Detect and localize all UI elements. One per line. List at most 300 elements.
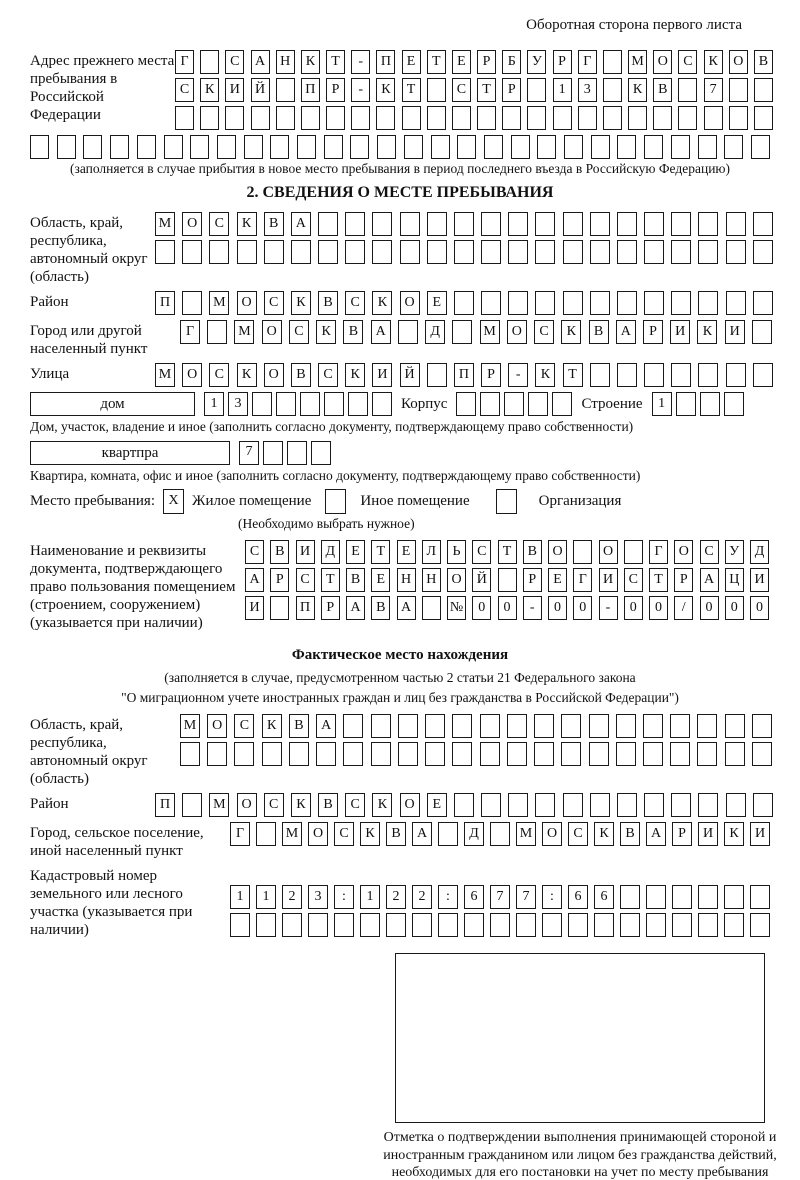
char-cell[interactable]: [480, 392, 500, 416]
char-cell[interactable]: [729, 106, 748, 130]
char-cell[interactable]: Ь: [447, 540, 466, 564]
char-cell[interactable]: [564, 135, 583, 159]
char-cell[interactable]: [603, 78, 622, 102]
char-cell[interactable]: Р: [321, 596, 340, 620]
char-cell[interactable]: [643, 714, 663, 738]
char-cell[interactable]: Д: [464, 822, 484, 846]
char-cell[interactable]: Е: [548, 568, 567, 592]
char-cell[interactable]: [726, 291, 746, 315]
char-cell[interactable]: П: [301, 78, 320, 102]
char-cell[interactable]: [256, 913, 276, 937]
char-cell[interactable]: [276, 78, 295, 102]
char-cell[interactable]: [350, 135, 369, 159]
char-cell[interactable]: [754, 106, 773, 130]
char-cell[interactable]: Т: [326, 50, 345, 74]
char-cell[interactable]: [671, 291, 691, 315]
char-cell[interactable]: [398, 742, 418, 766]
char-cell[interactable]: [464, 913, 484, 937]
char-cell[interactable]: А: [412, 822, 432, 846]
char-cell[interactable]: [672, 885, 692, 909]
char-cell[interactable]: И: [750, 822, 770, 846]
char-cell[interactable]: 0: [624, 596, 643, 620]
char-cell[interactable]: [282, 913, 302, 937]
char-cell[interactable]: [589, 714, 609, 738]
char-cell[interactable]: [563, 793, 583, 817]
char-cell[interactable]: Е: [371, 568, 390, 592]
char-cell[interactable]: М: [480, 320, 500, 344]
char-cell[interactable]: И: [599, 568, 618, 592]
char-cell[interactable]: -: [599, 596, 618, 620]
char-cell[interactable]: М: [209, 291, 229, 315]
char-cell[interactable]: М: [234, 320, 254, 344]
char-cell[interactable]: В: [653, 78, 672, 102]
char-cell[interactable]: [589, 742, 609, 766]
char-cell[interactable]: [568, 913, 588, 937]
char-cell[interactable]: [270, 135, 289, 159]
char-cell[interactable]: В: [754, 50, 773, 74]
char-cell[interactable]: Р: [477, 50, 496, 74]
char-cell[interactable]: [427, 212, 447, 236]
char-cell[interactable]: [653, 106, 672, 130]
char-cell[interactable]: М: [282, 822, 302, 846]
char-cell[interactable]: В: [371, 596, 390, 620]
char-cell[interactable]: М: [155, 363, 175, 387]
char-cell[interactable]: [724, 913, 744, 937]
char-cell[interactable]: [234, 742, 254, 766]
char-cell[interactable]: Г: [573, 568, 592, 592]
char-cell[interactable]: [348, 392, 368, 416]
char-cell[interactable]: [209, 240, 229, 264]
char-cell[interactable]: [484, 135, 503, 159]
char-cell[interactable]: [508, 212, 528, 236]
char-cell[interactable]: В: [346, 568, 365, 592]
char-cell[interactable]: А: [646, 822, 666, 846]
char-cell[interactable]: С: [209, 212, 229, 236]
char-cell[interactable]: [180, 742, 200, 766]
char-cell[interactable]: Р: [270, 568, 289, 592]
char-cell[interactable]: Т: [321, 568, 340, 592]
char-cell[interactable]: [422, 596, 441, 620]
char-cell[interactable]: С: [678, 50, 697, 74]
char-cell[interactable]: [372, 212, 392, 236]
char-cell[interactable]: 1: [652, 392, 672, 416]
char-cell[interactable]: [256, 822, 276, 846]
char-cell[interactable]: [297, 135, 316, 159]
char-cell[interactable]: И: [725, 320, 745, 344]
char-cell[interactable]: [398, 320, 418, 344]
char-cell[interactable]: 1: [553, 78, 572, 102]
char-cell[interactable]: 1: [230, 885, 250, 909]
char-cell[interactable]: [251, 106, 270, 130]
char-cell[interactable]: 7: [704, 78, 723, 102]
char-cell[interactable]: К: [316, 320, 336, 344]
char-cell[interactable]: [724, 885, 744, 909]
char-cell[interactable]: О: [308, 822, 328, 846]
char-cell[interactable]: [624, 540, 643, 564]
char-cell[interactable]: 0: [725, 596, 744, 620]
char-cell[interactable]: Й: [472, 568, 491, 592]
char-cell[interactable]: 0: [498, 596, 517, 620]
char-cell[interactable]: [360, 913, 380, 937]
char-cell[interactable]: Е: [402, 50, 421, 74]
char-cell[interactable]: [452, 714, 472, 738]
char-cell[interactable]: С: [318, 363, 338, 387]
char-cell[interactable]: О: [548, 540, 567, 564]
char-cell[interactable]: [670, 742, 690, 766]
char-cell[interactable]: [537, 135, 556, 159]
char-cell[interactable]: [502, 106, 521, 130]
char-cell[interactable]: [110, 135, 129, 159]
char-cell[interactable]: [137, 135, 156, 159]
char-cell[interactable]: [427, 78, 446, 102]
char-cell[interactable]: С: [472, 540, 491, 564]
char-cell[interactable]: А: [245, 568, 264, 592]
char-cell[interactable]: М: [180, 714, 200, 738]
char-cell[interactable]: [646, 913, 666, 937]
char-cell[interactable]: [644, 793, 664, 817]
char-cell[interactable]: Н: [422, 568, 441, 592]
char-cell[interactable]: [182, 793, 202, 817]
char-cell[interactable]: [700, 392, 720, 416]
char-cell[interactable]: [276, 106, 295, 130]
char-cell[interactable]: У: [527, 50, 546, 74]
char-cell[interactable]: [508, 240, 528, 264]
char-cell[interactable]: К: [628, 78, 647, 102]
char-cell[interactable]: [481, 240, 501, 264]
char-cell[interactable]: [252, 392, 272, 416]
char-cell[interactable]: [481, 291, 501, 315]
char-cell[interactable]: [671, 135, 690, 159]
char-cell[interactable]: [386, 913, 406, 937]
char-cell[interactable]: [671, 363, 691, 387]
char-cell[interactable]: В: [291, 363, 311, 387]
checkbox-organization[interactable]: [496, 489, 517, 514]
char-cell[interactable]: [507, 714, 527, 738]
char-cell[interactable]: [398, 714, 418, 738]
char-cell[interactable]: Г: [180, 320, 200, 344]
char-cell[interactable]: В: [386, 822, 406, 846]
char-cell[interactable]: К: [301, 50, 320, 74]
char-cell[interactable]: [511, 135, 530, 159]
char-cell[interactable]: Т: [649, 568, 668, 592]
checkbox-residential[interactable]: X: [163, 489, 184, 514]
char-cell[interactable]: [225, 106, 244, 130]
char-cell[interactable]: Д: [750, 540, 769, 564]
char-cell[interactable]: С: [264, 291, 284, 315]
char-cell[interactable]: [508, 291, 528, 315]
char-cell[interactable]: С: [296, 568, 315, 592]
char-cell[interactable]: [678, 78, 697, 102]
char-cell[interactable]: [563, 291, 583, 315]
char-cell[interactable]: С: [175, 78, 194, 102]
char-cell[interactable]: С: [245, 540, 264, 564]
char-cell[interactable]: М: [516, 822, 536, 846]
char-cell[interactable]: [490, 822, 510, 846]
char-cell[interactable]: О: [237, 291, 257, 315]
char-cell[interactable]: [753, 212, 773, 236]
char-cell[interactable]: [452, 106, 471, 130]
char-cell[interactable]: [617, 240, 637, 264]
char-cell[interactable]: [155, 240, 175, 264]
char-cell[interactable]: [454, 212, 474, 236]
char-cell[interactable]: [527, 78, 546, 102]
char-cell[interactable]: 7: [490, 885, 510, 909]
char-cell[interactable]: [427, 106, 446, 130]
char-cell[interactable]: [578, 106, 597, 130]
char-cell[interactable]: [670, 714, 690, 738]
char-cell[interactable]: [527, 106, 546, 130]
char-cell[interactable]: [620, 913, 640, 937]
char-cell[interactable]: О: [207, 714, 227, 738]
char-cell[interactable]: [427, 363, 447, 387]
char-cell[interactable]: К: [345, 363, 365, 387]
char-cell[interactable]: [481, 793, 501, 817]
char-cell[interactable]: В: [270, 540, 289, 564]
char-cell[interactable]: [431, 135, 450, 159]
char-cell[interactable]: [698, 291, 718, 315]
char-cell[interactable]: [644, 135, 663, 159]
char-cell[interactable]: С: [225, 50, 244, 74]
char-cell[interactable]: Й: [400, 363, 420, 387]
char-cell[interactable]: [753, 793, 773, 817]
char-cell[interactable]: П: [155, 291, 175, 315]
char-cell[interactable]: [200, 50, 219, 74]
char-cell[interactable]: [326, 106, 345, 130]
char-cell[interactable]: 0: [573, 596, 592, 620]
char-cell[interactable]: [324, 392, 344, 416]
char-cell[interactable]: [672, 913, 692, 937]
char-cell[interactable]: Е: [427, 291, 447, 315]
char-cell[interactable]: [751, 135, 770, 159]
char-cell[interactable]: [508, 793, 528, 817]
char-cell[interactable]: [617, 291, 637, 315]
char-cell[interactable]: [698, 885, 718, 909]
char-cell[interactable]: [237, 240, 257, 264]
char-cell[interactable]: [452, 320, 472, 344]
char-cell[interactable]: [244, 135, 263, 159]
char-cell[interactable]: [528, 392, 548, 416]
char-cell[interactable]: [318, 240, 338, 264]
char-cell[interactable]: :: [438, 885, 458, 909]
char-cell[interactable]: 0: [649, 596, 668, 620]
char-cell[interactable]: И: [372, 363, 392, 387]
char-cell[interactable]: :: [542, 885, 562, 909]
char-cell[interactable]: Е: [427, 793, 447, 817]
char-cell[interactable]: В: [264, 212, 284, 236]
char-cell[interactable]: -: [523, 596, 542, 620]
char-cell[interactable]: К: [535, 363, 555, 387]
char-cell[interactable]: [671, 793, 691, 817]
house-type-box[interactable]: дом: [30, 392, 195, 416]
char-cell[interactable]: [425, 714, 445, 738]
char-cell[interactable]: -: [508, 363, 528, 387]
char-cell[interactable]: О: [182, 363, 202, 387]
char-cell[interactable]: [217, 135, 236, 159]
char-cell[interactable]: [644, 363, 664, 387]
char-cell[interactable]: С: [289, 320, 309, 344]
char-cell[interactable]: Р: [481, 363, 501, 387]
char-cell[interactable]: Р: [674, 568, 693, 592]
char-cell[interactable]: [617, 212, 637, 236]
char-cell[interactable]: [534, 714, 554, 738]
char-cell[interactable]: [427, 240, 447, 264]
char-cell[interactable]: К: [200, 78, 219, 102]
char-cell[interactable]: [83, 135, 102, 159]
char-cell[interactable]: Т: [563, 363, 583, 387]
char-cell[interactable]: [454, 291, 474, 315]
char-cell[interactable]: [452, 742, 472, 766]
char-cell[interactable]: [456, 392, 476, 416]
char-cell[interactable]: 0: [750, 596, 769, 620]
char-cell[interactable]: Т: [477, 78, 496, 102]
char-cell[interactable]: [263, 441, 283, 465]
char-cell[interactable]: Т: [427, 50, 446, 74]
char-cell[interactable]: [311, 441, 331, 465]
char-cell[interactable]: [316, 742, 336, 766]
char-cell[interactable]: О: [182, 212, 202, 236]
char-cell[interactable]: К: [697, 320, 717, 344]
char-cell[interactable]: И: [296, 540, 315, 564]
char-cell[interactable]: [264, 240, 284, 264]
char-cell[interactable]: [377, 135, 396, 159]
char-cell[interactable]: [30, 135, 49, 159]
char-cell[interactable]: [753, 291, 773, 315]
char-cell[interactable]: С: [334, 822, 354, 846]
char-cell[interactable]: [698, 240, 718, 264]
char-cell[interactable]: [454, 240, 474, 264]
char-cell[interactable]: У: [725, 540, 744, 564]
char-cell[interactable]: [376, 106, 395, 130]
char-cell[interactable]: К: [372, 793, 392, 817]
char-cell[interactable]: К: [360, 822, 380, 846]
char-cell[interactable]: [752, 714, 772, 738]
char-cell[interactable]: [516, 913, 536, 937]
char-cell[interactable]: С: [568, 822, 588, 846]
char-cell[interactable]: 3: [228, 392, 248, 416]
char-cell[interactable]: [457, 135, 476, 159]
char-cell[interactable]: 2: [412, 885, 432, 909]
char-cell[interactable]: [726, 240, 746, 264]
char-cell[interactable]: К: [291, 793, 311, 817]
char-cell[interactable]: С: [345, 291, 365, 315]
char-cell[interactable]: [678, 106, 697, 130]
char-cell[interactable]: А: [316, 714, 336, 738]
char-cell[interactable]: П: [155, 793, 175, 817]
char-cell[interactable]: [603, 50, 622, 74]
char-cell[interactable]: [300, 392, 320, 416]
char-cell[interactable]: [200, 106, 219, 130]
char-cell[interactable]: А: [616, 320, 636, 344]
char-cell[interactable]: [164, 135, 183, 159]
char-cell[interactable]: О: [599, 540, 618, 564]
char-cell[interactable]: [643, 742, 663, 766]
char-cell[interactable]: О: [264, 363, 284, 387]
char-cell[interactable]: О: [729, 50, 748, 74]
char-cell[interactable]: 7: [239, 441, 259, 465]
char-cell[interactable]: Р: [523, 568, 542, 592]
char-cell[interactable]: [535, 240, 555, 264]
char-cell[interactable]: :: [334, 885, 354, 909]
char-cell[interactable]: [504, 392, 524, 416]
char-cell[interactable]: И: [245, 596, 264, 620]
char-cell[interactable]: А: [346, 596, 365, 620]
char-cell[interactable]: [438, 913, 458, 937]
char-cell[interactable]: Г: [175, 50, 194, 74]
char-cell[interactable]: Р: [553, 50, 572, 74]
char-cell[interactable]: В: [589, 320, 609, 344]
char-cell[interactable]: [603, 106, 622, 130]
checkbox-other-premises[interactable]: [325, 489, 346, 514]
char-cell[interactable]: [590, 793, 610, 817]
char-cell[interactable]: Г: [230, 822, 250, 846]
char-cell[interactable]: [698, 793, 718, 817]
char-cell[interactable]: И: [698, 822, 718, 846]
char-cell[interactable]: [563, 240, 583, 264]
char-cell[interactable]: И: [225, 78, 244, 102]
char-cell[interactable]: [628, 106, 647, 130]
char-cell[interactable]: О: [542, 822, 562, 846]
char-cell[interactable]: [481, 212, 501, 236]
char-cell[interactable]: Г: [578, 50, 597, 74]
char-cell[interactable]: О: [400, 793, 420, 817]
char-cell[interactable]: [57, 135, 76, 159]
char-cell[interactable]: 0: [700, 596, 719, 620]
char-cell[interactable]: №: [447, 596, 466, 620]
char-cell[interactable]: 1: [204, 392, 224, 416]
char-cell[interactable]: Б: [502, 50, 521, 74]
char-cell[interactable]: [617, 363, 637, 387]
char-cell[interactable]: [724, 392, 744, 416]
char-cell[interactable]: [671, 240, 691, 264]
char-cell[interactable]: [412, 913, 432, 937]
char-cell[interactable]: [372, 392, 392, 416]
char-cell[interactable]: Т: [402, 78, 421, 102]
char-cell[interactable]: [400, 240, 420, 264]
char-cell[interactable]: [371, 714, 391, 738]
char-cell[interactable]: И: [670, 320, 690, 344]
char-cell[interactable]: [404, 135, 423, 159]
char-cell[interactable]: 6: [568, 885, 588, 909]
char-cell[interactable]: [644, 240, 664, 264]
char-cell[interactable]: 3: [308, 885, 328, 909]
char-cell[interactable]: М: [155, 212, 175, 236]
char-cell[interactable]: [697, 714, 717, 738]
char-cell[interactable]: А: [291, 212, 311, 236]
char-cell[interactable]: [750, 913, 770, 937]
char-cell[interactable]: [552, 392, 572, 416]
char-cell[interactable]: [590, 212, 610, 236]
char-cell[interactable]: Р: [643, 320, 663, 344]
char-cell[interactable]: 2: [282, 885, 302, 909]
char-cell[interactable]: М: [628, 50, 647, 74]
char-cell[interactable]: О: [674, 540, 693, 564]
char-cell[interactable]: [351, 106, 370, 130]
char-cell[interactable]: С: [345, 793, 365, 817]
char-cell[interactable]: О: [653, 50, 672, 74]
char-cell[interactable]: 6: [594, 885, 614, 909]
char-cell[interactable]: К: [561, 320, 581, 344]
char-cell[interactable]: [616, 714, 636, 738]
char-cell[interactable]: [726, 363, 746, 387]
char-cell[interactable]: О: [447, 568, 466, 592]
char-cell[interactable]: [553, 106, 572, 130]
char-cell[interactable]: В: [523, 540, 542, 564]
char-cell[interactable]: П: [296, 596, 315, 620]
char-cell[interactable]: [534, 742, 554, 766]
char-cell[interactable]: 1: [360, 885, 380, 909]
char-cell[interactable]: 0: [548, 596, 567, 620]
char-cell[interactable]: Р: [502, 78, 521, 102]
